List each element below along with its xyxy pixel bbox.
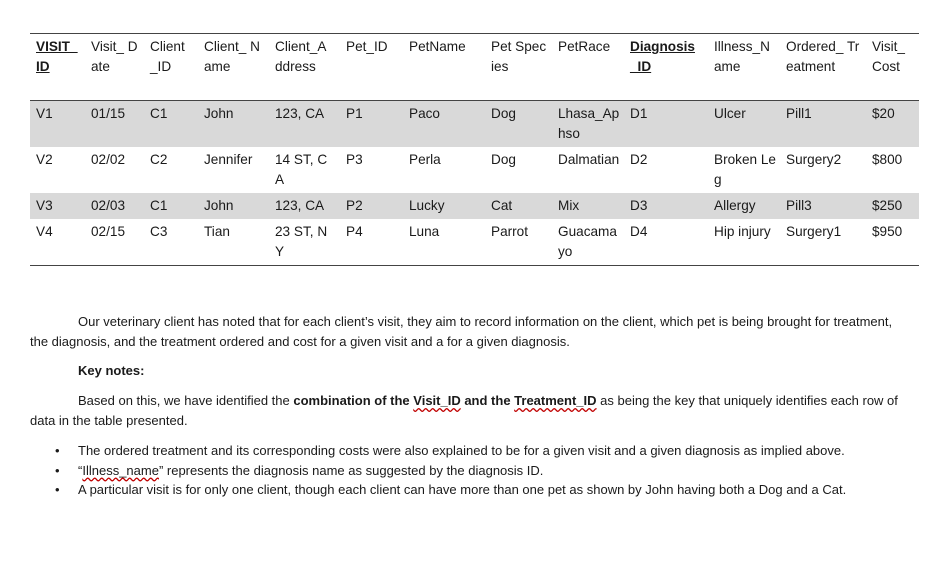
list-item	[30, 461, 910, 481]
table-cell: Parrot	[491, 224, 529, 239]
list-item	[30, 480, 910, 500]
table-row	[30, 219, 919, 266]
key-combination-text	[293, 393, 596, 408]
table-cell: D3	[624, 193, 708, 219]
column-header: Pet Species	[491, 39, 547, 74]
table-row	[30, 101, 919, 148]
bullet-icon: •	[55, 482, 60, 497]
table-cell: 01/15	[85, 101, 144, 148]
table-cell: Pill3	[780, 193, 866, 219]
table-cell: D2	[630, 152, 648, 167]
table-cell: John	[198, 193, 269, 219]
table-cell: Broken Leg	[714, 152, 776, 187]
table-cell: P4	[346, 224, 363, 239]
table-cell: Dog	[485, 101, 552, 148]
table-cell: 123, CA	[269, 193, 340, 219]
notes-list	[30, 441, 910, 500]
table-cell: Pill1	[780, 101, 866, 148]
table-cell: Lhasa_Aphso	[552, 101, 624, 148]
list-item	[30, 441, 910, 461]
table-cell: John	[198, 101, 269, 148]
column-header: Client_A ddress	[275, 39, 326, 74]
table-cell: C2	[150, 152, 168, 167]
table-cell: $800	[872, 152, 903, 167]
table-cell: Hip injury	[714, 224, 771, 239]
table-cell: C1	[144, 101, 198, 148]
column-header: Client _ID	[150, 39, 185, 74]
key-notes-heading: Key notes:	[78, 363, 145, 378]
column-header: Ordered_ Treatment	[786, 39, 860, 74]
column-header: PetName	[409, 39, 466, 54]
bullet-icon: •	[55, 443, 60, 458]
illness-name-term: Illness_name	[82, 462, 159, 478]
table-cell: 14 ST, CA	[275, 152, 328, 187]
column-header: Visit_ Date	[91, 39, 138, 74]
table-cell: $950	[872, 224, 903, 239]
table-cell: P1	[340, 101, 403, 148]
column-header: Pet_ID	[346, 39, 388, 54]
visit-id-term: Visit_ID	[413, 393, 461, 408]
table-row	[30, 193, 919, 219]
note-text: The ordered treatment and its corresponding costs were also explained to be for a given visit and a given diagnosis as implied above.	[78, 443, 845, 458]
table-cell: C1	[144, 193, 198, 219]
quote-open: “	[78, 462, 83, 478]
key-paragraph	[30, 391, 910, 430]
intro-paragraph: Our veterinary client has noted that for each client’s visit, they aim to record information on the client, which pet is being brought for treatment, the diagnosis, and the treatment ordered and cost for a given visit and a for a given diagnosis.	[30, 314, 893, 349]
table-cell: Dog	[491, 152, 516, 167]
key-paragraph-tail: as being the key that uniquely identifies each row of data in the table presented.	[30, 393, 898, 428]
table-cell: D4	[630, 224, 648, 239]
table-cell: Dalmatian	[558, 152, 620, 167]
table-cell: 23 ST, NY	[275, 224, 328, 259]
table-cell: Guacamayo	[558, 224, 617, 259]
key-paragraph-lead: Based on this, we have identified the	[78, 393, 294, 408]
column-header: Illness_N ame	[714, 39, 770, 74]
table-cell: 02/02	[91, 152, 126, 167]
note-text: A particular visit is for only one client, though each client can have more than one pet as shown by John having both a Dog and a Cat.	[78, 482, 847, 497]
table-cell: Paco	[403, 101, 485, 148]
table-cell: Allergy	[708, 193, 780, 219]
table-cell: 02/03	[85, 193, 144, 219]
table-cell: $250	[866, 193, 919, 219]
table-cell: $20	[866, 101, 919, 148]
table-cell: Surgery2	[786, 152, 842, 167]
table-cell: Mix	[552, 193, 624, 219]
column-header: PetRace	[558, 39, 611, 54]
key-bold-text: combination of the	[293, 393, 414, 408]
table-cell: D1	[624, 101, 708, 148]
table-cell: Cat	[485, 193, 552, 219]
table-cell: C3	[150, 224, 168, 239]
column-header: Client_ Name	[204, 39, 260, 74]
table-cell: Luna	[409, 224, 440, 239]
table-cell: Tian	[204, 224, 230, 239]
table-cell: 02/15	[91, 224, 126, 239]
table-cell: P3	[346, 152, 363, 167]
table-cell: Lucky	[403, 193, 485, 219]
column-header: VISIT_ID	[36, 39, 78, 74]
table-cell: V2	[36, 152, 53, 167]
visits-table	[30, 33, 919, 266]
table-cell: P2	[340, 193, 403, 219]
table-cell: V4	[36, 224, 53, 239]
table-cell: 123, CA	[269, 101, 340, 148]
table-cell: V1	[30, 101, 85, 148]
key-bold-text-2: and the	[460, 393, 515, 408]
table-cell: Surgery1	[786, 224, 842, 239]
column-header: Visit_ Cost	[872, 39, 905, 74]
table-cell: Perla	[409, 152, 441, 167]
column-header: Diagnosis _ID	[630, 39, 695, 74]
table-cell: Jennifer	[204, 152, 253, 167]
table-row	[30, 147, 919, 193]
table-cell: V3	[30, 193, 85, 219]
note-text: ” represents the diagnosis name as suggested by the diagnosis ID.	[158, 462, 544, 478]
treatment-id-term: Treatment_ID	[514, 393, 597, 408]
table-header-row	[30, 34, 919, 101]
bullet-icon: •	[55, 462, 60, 478]
table-cell: Ulcer	[708, 101, 780, 148]
